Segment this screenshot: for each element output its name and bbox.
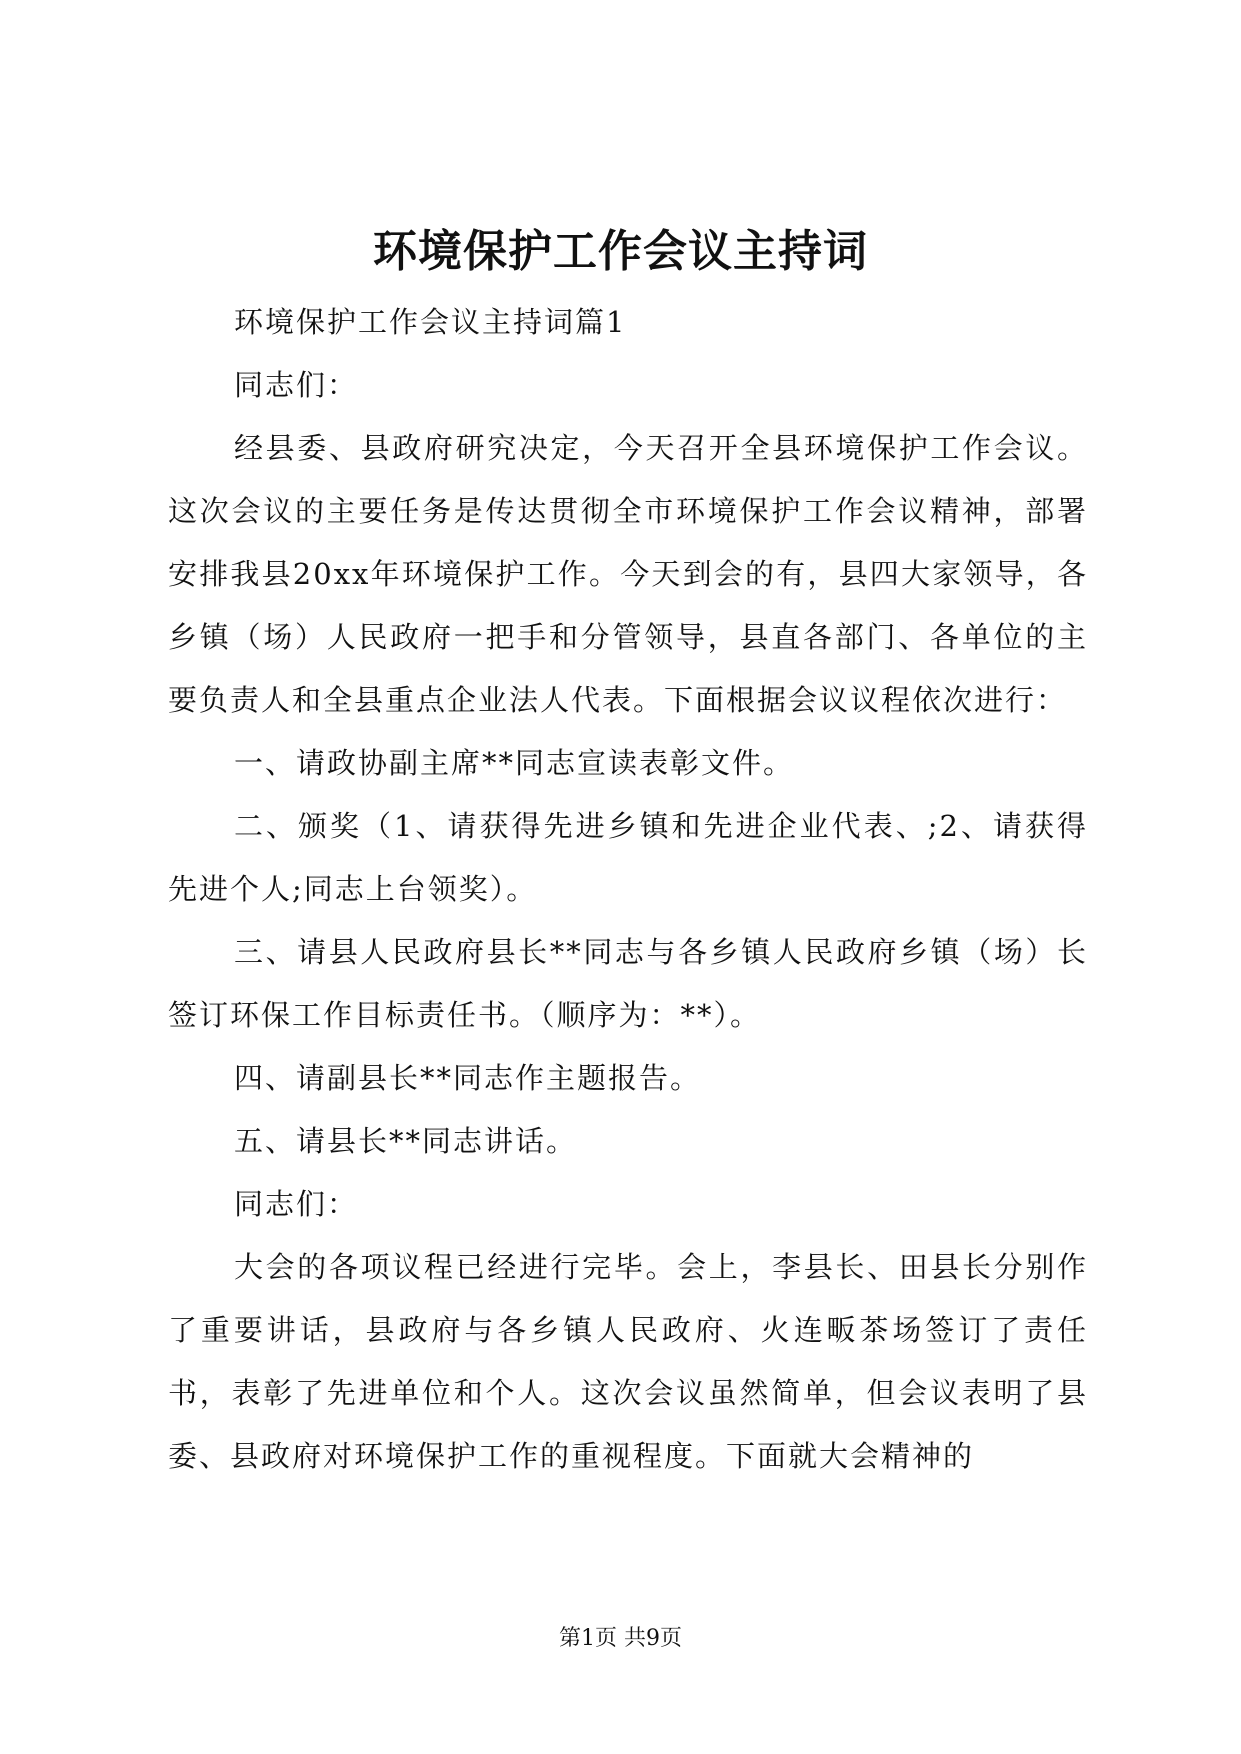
salutation-paragraph: 同志们： — [234, 368, 359, 402]
document-body — [168, 291, 1088, 1488]
salutation-paragraph-2: 同志们： — [234, 1187, 359, 1221]
page-number-footer: 第1页 共9页 — [559, 1626, 682, 1651]
agenda-item-4: 四、请副县长**同志作主题报告。 — [234, 1061, 702, 1095]
intro-paragraph: 经县委、县政府研究决定，今天召开全县环境保护工作会议。这次会议的主要任务是传达贯彻全市环境保护工作会议精神，部署安排我县20xx年环境保护工作。今天到会的有，县四大家领导，各乡镇（场）人民政府一把手和分管领导，县直各部门、各单位的主要负责人和全县重点企业法人代表。下面根据会议议程依次进行： — [168, 431, 1088, 717]
subtitle-paragraph: 环境保护工作会议主持词篇1 — [234, 305, 627, 339]
agenda-item-3: 三、请县人民政府县长**同志与各乡镇人民政府乡镇（场）长签订环保工作目标责任书。（顺序为：**）。 — [168, 935, 1088, 1032]
closing-paragraph: 大会的各项议程已经进行完毕。会上，李县长、田县长分别作了重要讲话，县政府与各乡镇人民政府、火连畈茶场签订了责任书，表彰了先进单位和个人。这次会议虽然简单，但会议表明了县委、县政府对环境保护工作的重视程度。下面就大会精神的 — [168, 1250, 1088, 1473]
document-title: 环境保护工作会议主持词 — [373, 226, 868, 277]
agenda-item-2: 二、颁奖（1、请获得先进乡镇和先进企业代表、;2、请获得先进个人;同志上台领奖）。 — [168, 809, 1088, 906]
agenda-item-5: 五、请县长**同志讲话。 — [234, 1124, 578, 1158]
agenda-item-1: 一、请政协副主席**同志宣读表彰文件。 — [234, 746, 795, 780]
